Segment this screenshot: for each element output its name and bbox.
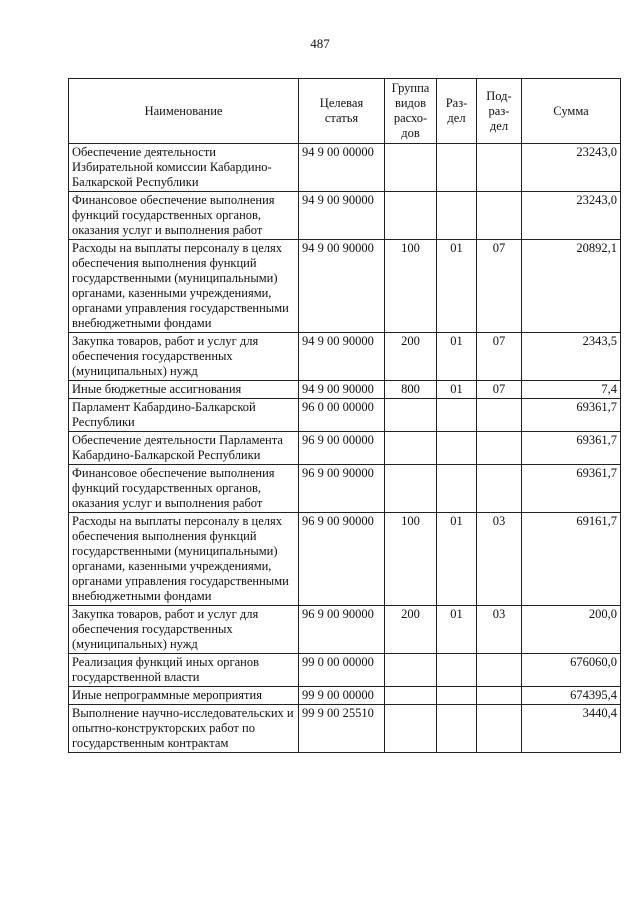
header-subsection: Под-раз-дел — [477, 79, 522, 144]
cell-target-article: 96 9 00 00000 — [299, 432, 385, 465]
cell-sum: 69361,7 — [522, 465, 621, 513]
table-header-row — [69, 79, 621, 144]
cell-subsection — [477, 705, 522, 753]
header-name: Наименование — [69, 79, 299, 144]
cell-subsection — [477, 192, 522, 240]
cell-sum: 69361,7 — [522, 432, 621, 465]
cell-sum: 23243,0 — [522, 144, 621, 192]
cell-sum: 69161,7 — [522, 513, 621, 606]
cell-expense-group — [385, 144, 437, 192]
cell-name: Иные бюджетные ассигнования — [69, 381, 299, 399]
table-row — [69, 705, 621, 753]
cell-section — [437, 465, 477, 513]
cell-expense-group — [385, 432, 437, 465]
cell-sum: 3440,4 — [522, 705, 621, 753]
cell-subsection — [477, 399, 522, 432]
cell-target-article: 96 9 00 90000 — [299, 606, 385, 654]
budget-table — [68, 78, 621, 753]
cell-subsection: 07 — [477, 240, 522, 333]
cell-name: Иные непрограммные мероприятия — [69, 687, 299, 705]
cell-subsection: 07 — [477, 381, 522, 399]
cell-sum: 20892,1 — [522, 240, 621, 333]
cell-name: Закупка товаров, работ и услуг для обеспечения государственных (муниципальных) нужд — [69, 333, 299, 381]
cell-name: Закупка товаров, работ и услуг для обеспечения государственных (муниципальных) нужд — [69, 606, 299, 654]
header-section: Раз-дел — [437, 79, 477, 144]
cell-subsection — [477, 432, 522, 465]
cell-expense-group: 200 — [385, 606, 437, 654]
cell-section — [437, 432, 477, 465]
cell-target-article: 96 9 00 90000 — [299, 465, 385, 513]
table-row — [69, 192, 621, 240]
cell-expense-group — [385, 465, 437, 513]
cell-expense-group: 100 — [385, 240, 437, 333]
cell-section: 01 — [437, 333, 477, 381]
cell-target-article: 96 9 00 90000 — [299, 513, 385, 606]
cell-section: 01 — [437, 381, 477, 399]
cell-subsection: 03 — [477, 513, 522, 606]
cell-subsection — [477, 144, 522, 192]
cell-subsection — [477, 654, 522, 687]
cell-expense-group — [385, 399, 437, 432]
cell-subsection: 07 — [477, 333, 522, 381]
table-row — [69, 399, 621, 432]
cell-sum: 7,4 — [522, 381, 621, 399]
cell-name: Финансовое обеспечение выполнения функций государственных органов, оказания услуг и выполнения работ — [69, 192, 299, 240]
cell-sum: 23243,0 — [522, 192, 621, 240]
table-row — [69, 465, 621, 513]
cell-name: Парламент Кабардино-Балкарской Республики — [69, 399, 299, 432]
cell-target-article: 99 9 00 25510 — [299, 705, 385, 753]
cell-target-article: 94 9 00 00000 — [299, 144, 385, 192]
cell-subsection — [477, 465, 522, 513]
cell-target-article: 99 0 00 00000 — [299, 654, 385, 687]
header-target-article: Целевая статья — [299, 79, 385, 144]
table-row — [69, 606, 621, 654]
cell-section — [437, 687, 477, 705]
table-row — [69, 381, 621, 399]
cell-section — [437, 192, 477, 240]
header-expense-group: Группа видов расхо-дов — [385, 79, 437, 144]
table-row — [69, 687, 621, 705]
cell-subsection — [477, 687, 522, 705]
cell-name: Финансовое обеспечение выполнения функций государственных органов, оказания услуг и выполнения работ — [69, 465, 299, 513]
cell-expense-group — [385, 687, 437, 705]
cell-sum: 69361,7 — [522, 399, 621, 432]
cell-expense-group — [385, 192, 437, 240]
cell-section — [437, 654, 477, 687]
cell-name: Обеспечение деятельности Парламента Кабардино-Балкарской Республики — [69, 432, 299, 465]
cell-name: Обеспечение деятельности Избирательной комиссии Кабардино-Балкарской Республики — [69, 144, 299, 192]
header-sum: Сумма — [522, 79, 621, 144]
cell-target-article: 96 0 00 00000 — [299, 399, 385, 432]
cell-subsection: 03 — [477, 606, 522, 654]
table-row — [69, 144, 621, 192]
table-row — [69, 333, 621, 381]
cell-name: Реализация функций иных органов государственной власти — [69, 654, 299, 687]
cell-expense-group: 200 — [385, 333, 437, 381]
cell-target-article: 94 9 00 90000 — [299, 333, 385, 381]
cell-target-article: 94 9 00 90000 — [299, 381, 385, 399]
table-row — [69, 654, 621, 687]
table-row — [69, 513, 621, 606]
cell-sum: 2343,5 — [522, 333, 621, 381]
cell-target-article: 94 9 00 90000 — [299, 192, 385, 240]
cell-sum: 676060,0 — [522, 654, 621, 687]
cell-expense-group: 100 — [385, 513, 437, 606]
cell-sum: 674395,4 — [522, 687, 621, 705]
cell-section — [437, 399, 477, 432]
cell-target-article: 99 9 00 00000 — [299, 687, 385, 705]
cell-sum: 200,0 — [522, 606, 621, 654]
cell-section: 01 — [437, 240, 477, 333]
cell-name: Расходы на выплаты персоналу в целях обеспечения выполнения функций государственными (муниципальными) органами, казенными учреждениями, органами управления государственными внебюджетными фондами — [69, 513, 299, 606]
cell-section: 01 — [437, 606, 477, 654]
cell-expense-group — [385, 705, 437, 753]
cell-name: Выполнение научно-исследовательских и опытно-конструкторских работ по государственным контрактам — [69, 705, 299, 753]
table-row — [69, 432, 621, 465]
cell-section: 01 — [437, 513, 477, 606]
cell-name: Расходы на выплаты персоналу в целях обеспечения выполнения функций государственными (муниципальными) органами, казенными учреждениями, органами управления государственными внебюджетными фондами — [69, 240, 299, 333]
cell-expense-group: 800 — [385, 381, 437, 399]
page-number: 487 — [310, 36, 330, 51]
table-row — [69, 240, 621, 333]
cell-section — [437, 144, 477, 192]
cell-section — [437, 705, 477, 753]
cell-expense-group — [385, 654, 437, 687]
cell-target-article: 94 9 00 90000 — [299, 240, 385, 333]
